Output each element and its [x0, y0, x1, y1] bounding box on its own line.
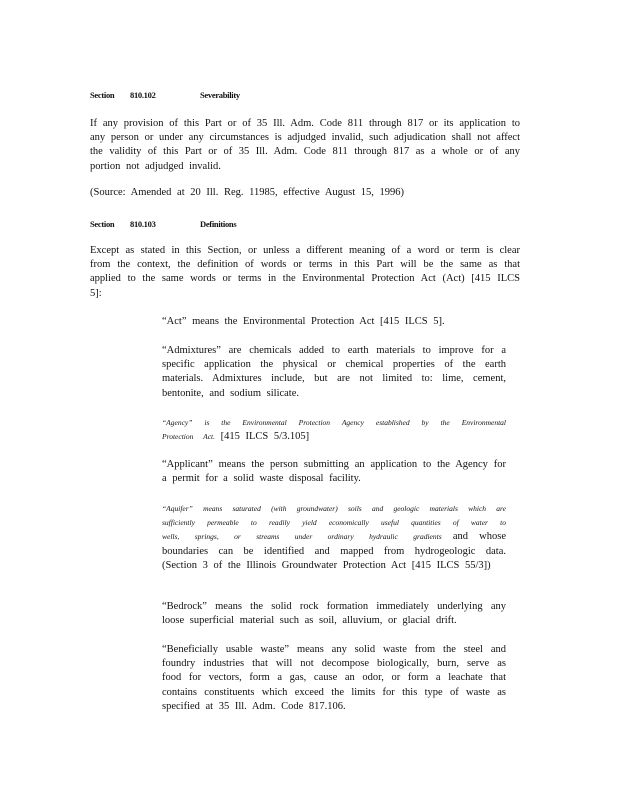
definition-act: “Act” means the Environmental Protection Act [415 ILCS 5].	[162, 316, 445, 327]
definition-aquifer	[162, 502, 506, 573]
section-word: Section	[90, 219, 115, 229]
section-number: 810.102	[130, 90, 156, 100]
definition-beneficially-usable-waste: “Beneficially usable waste” means any solid waste from the steel and foundry industries that will not decompose biologically, burn, serve as food for vectors, form a gas, cause an odor, or form a leachate that contains constituents which exceed the limits for this type of waste as specified at 35 Ill. Adm. Code 817.106.	[162, 644, 506, 712]
aquifer-text: “Aquifer” means saturated (with groundwater) soils and geologic materials which are sufficiently permeable to readily yield economically useful quantities of water to wells, springs, or streams under ordinary hydraulic gradients	[162, 504, 506, 542]
section-number: 810.103	[130, 219, 156, 229]
aquifer-rest: and whose boundaries can be identified and mapped from hydrogeologic data. (Section 3 of the Illinois Groundwater Protection Act [415 ILCS 55/3])	[162, 531, 507, 571]
definition-bedrock: “Bedrock” means the solid rock formation immediately underlying any loose superficial material such as soil, alluvium, or glacial drift.	[162, 601, 506, 627]
source-note: (Source: Amended at 20 Ill. Reg. 11985, effective August 15, 1996)	[90, 187, 405, 198]
section-heading-102	[90, 90, 240, 100]
definition-applicant: “Applicant” means the person submitting an application to the Agency for a permit for a solid waste disposal facility.	[162, 459, 506, 485]
severability-paragraph: If any provision of this Part or of 35 Ill. Adm. Code 811 through 817 or its application to any person or under any circumstances is adjudged invalid, such adjudication shall not affect the validity of this Part or of 35 Ill. Adm. Code 811 through 817 as a whole or of any portion not adjudged invalid.	[90, 118, 520, 172]
section-heading-103	[90, 219, 236, 229]
definition-admixtures: “Admixtures” are chemicals added to earth materials to improve for a specific application the physical or chemical properties of the earth materials. Admixtures include, but are not limited to: lime, cement, bentonite, and sodium silicate.	[162, 345, 506, 399]
section-title: Definitions	[200, 219, 237, 229]
section-title: Severability	[200, 90, 240, 100]
agency-citation: [415 ILCS 5/3.105]	[220, 431, 310, 443]
agency-text: “Agency” is the Environmental Protection Agency established by the Environmental Protection Act.	[162, 418, 506, 442]
section-word: Section	[90, 90, 115, 100]
definition-agency	[162, 416, 506, 444]
definitions-intro: Except as stated in this Section, or unless a different meaning of a word or term is clear from the context, the definition of words or terms in this Part will be the same as that applied to the same words or terms in the Environmental Protection Act (Act) [415 ILCS 5]:	[90, 245, 520, 299]
